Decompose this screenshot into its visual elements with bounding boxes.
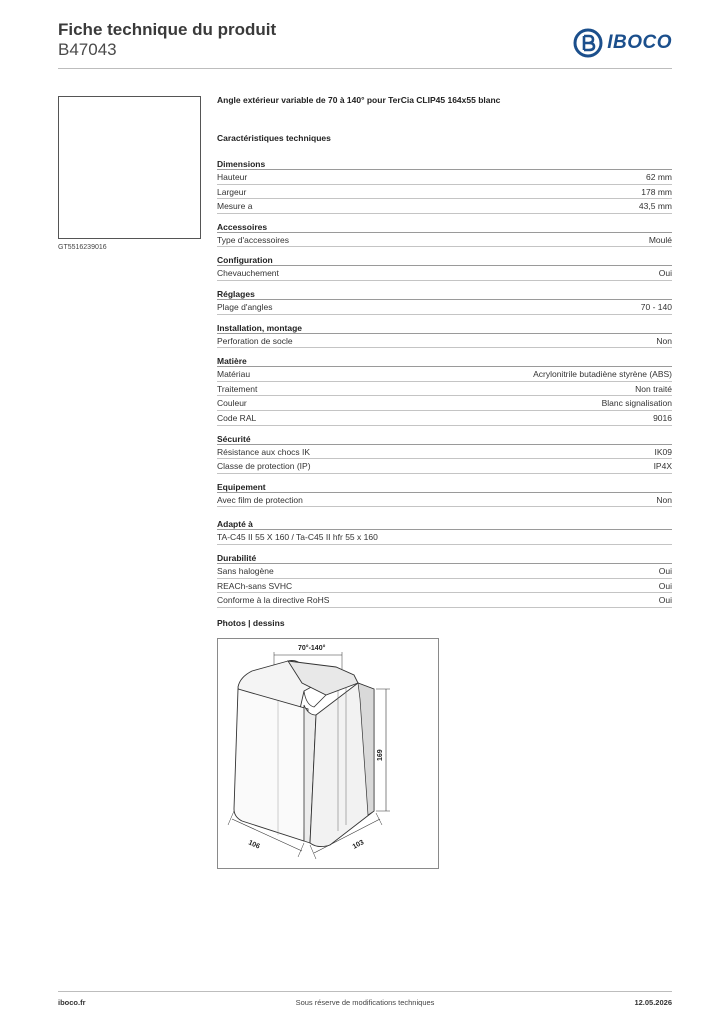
page-header [58, 20, 672, 70]
spec-label: Résistance aux chocs IK [217, 446, 311, 457]
spec-value: 9016 [653, 412, 672, 423]
spec-section [217, 356, 672, 425]
spec-value: Non [656, 335, 672, 346]
spec-row [217, 593, 672, 608]
spec-value: 62 mm [646, 172, 672, 182]
spec-label: Conforme à la directive RoHS [217, 595, 330, 606]
spec-row [217, 459, 672, 474]
spec-label: Chevauchement [217, 268, 279, 279]
spec-label: Largeur [217, 186, 247, 197]
spec-row [217, 185, 672, 200]
spec-label: Classe de protection (IP) [217, 461, 311, 472]
depth-label: 106 [247, 839, 261, 851]
brand-logo [573, 28, 672, 58]
spec-value: Moulé [648, 234, 672, 245]
spec-section [217, 323, 672, 349]
spec-value: IK09 [654, 446, 672, 457]
spec-row [217, 411, 672, 426]
document-title: Fiche technique du produit [58, 20, 277, 39]
section-title: Dimensions [217, 159, 672, 170]
spec-value: Oui [658, 268, 672, 279]
spec-value: 70 - 140 [640, 301, 672, 312]
section-title: Accessoires [217, 222, 672, 233]
product-image-placeholder [58, 96, 201, 239]
spec-label: Avec film de protection [217, 494, 303, 505]
spec-row [217, 579, 672, 594]
tech-heading: Caractéristiques techniques [217, 133, 331, 143]
section-title: Durabilité [217, 553, 672, 564]
technical-drawing [217, 638, 439, 869]
spec-section [217, 482, 672, 508]
spec-label: Couleur [217, 398, 247, 409]
spec-row [217, 530, 672, 545]
spec-value: Oui [658, 580, 672, 591]
spec-sections [217, 159, 672, 608]
spec-row [217, 266, 672, 281]
spec-label: Perforation de socle [217, 335, 293, 346]
spec-section [217, 434, 672, 474]
spec-row [217, 564, 672, 579]
corner-left-face [234, 689, 308, 841]
spec-label: REACh-sans SVHC [217, 580, 293, 591]
spec-value: 178 mm [641, 186, 672, 197]
section-title: Adapté à [217, 519, 672, 530]
corner-drawing-svg [218, 639, 440, 870]
spec-content [217, 95, 672, 869]
gtin-code: GT5516239016 [58, 244, 107, 251]
section-title: Installation, montage [217, 323, 672, 334]
page-footer [58, 998, 672, 1010]
spec-row [217, 300, 672, 315]
spec-row [217, 170, 672, 185]
section-title: Matière [217, 356, 672, 367]
footer-divider [58, 991, 672, 992]
section-title: Configuration [217, 255, 672, 266]
spec-row [217, 445, 672, 460]
spec-section [217, 519, 672, 545]
spec-row [217, 367, 672, 382]
spec-label: Sans halogène [217, 565, 274, 576]
spec-value: 43,5 mm [638, 201, 672, 212]
spec-section [217, 255, 672, 281]
footer-date: 12.05.2026 [634, 998, 672, 1007]
spec-row [217, 493, 672, 508]
spec-label: Code RAL [217, 412, 257, 423]
spec-label: Hauteur [217, 172, 248, 182]
spec-value: Non [656, 494, 672, 505]
footer-website-link[interactable]: iboco.fr [58, 998, 86, 1007]
spec-section [217, 159, 672, 214]
spec-label: Matériau [217, 369, 251, 380]
spec-section [217, 553, 672, 608]
spec-value: Oui [658, 595, 672, 606]
spec-value: Oui [658, 565, 672, 576]
product-title: Angle extérieur variable de 70 à 140° pour TerCia CLIP45 164x55 blanc [217, 95, 501, 105]
spec-value: Acrylonitrile butadiène styrène (ABS) [533, 369, 672, 380]
section-title: Réglages [217, 289, 672, 300]
spec-label: Traitement [217, 383, 258, 394]
section-title: Equipement [217, 482, 672, 493]
photos-heading: Photos | dessins [217, 617, 285, 628]
spec-row [217, 382, 672, 397]
spec-row [217, 199, 672, 214]
spec-row [217, 233, 672, 248]
iboco-logo-icon [573, 28, 603, 58]
spec-row [217, 396, 672, 411]
angle-label: 70°-140° [298, 644, 326, 652]
logo-wordmark: IBOCO [607, 32, 672, 53]
spec-section [217, 289, 672, 315]
spec-label: Mesure a [217, 201, 253, 212]
spec-section [217, 222, 672, 248]
spec-value: Blanc signalisation [601, 398, 672, 409]
spec-value: Non traité [635, 383, 672, 394]
footer-notice: Sous réserve de modifications techniques [295, 998, 435, 1007]
spec-value: IP4X [653, 461, 672, 472]
section-title: Sécurité [217, 434, 672, 445]
width-label: 103 [351, 838, 366, 851]
spec-label: Type d'accessoires [217, 234, 290, 245]
product-reference: B47043 [58, 40, 117, 59]
height-label: 169 [377, 749, 384, 761]
spec-row [217, 334, 672, 349]
spec-label: TA-C45 II 55 X 160 / Ta-C45 II hfr 55 x 160 [217, 532, 378, 543]
header-divider [58, 68, 672, 69]
spec-label: Plage d'angles [217, 301, 273, 312]
